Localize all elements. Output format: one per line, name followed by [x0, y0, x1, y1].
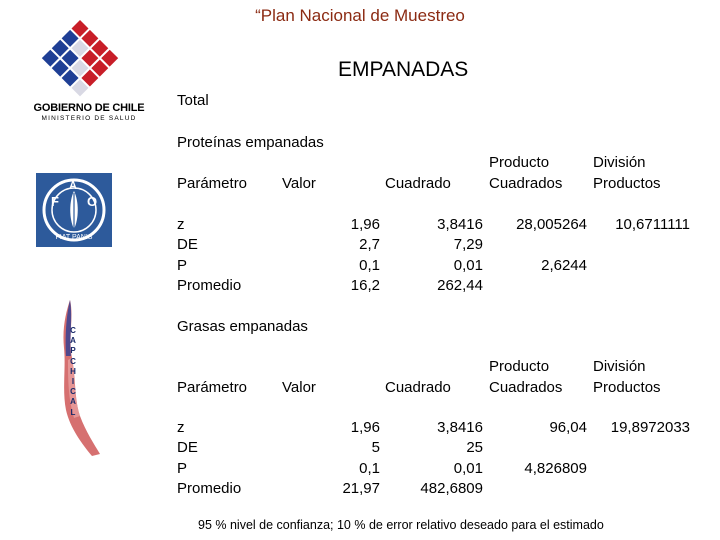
proteinas-header-producto-1: Producto	[489, 154, 550, 171]
chile-map-logo	[56, 298, 102, 458]
capchical-letter: I	[71, 377, 75, 387]
gobierno-name: GOBIERNO DE CHILE	[33, 102, 145, 114]
table-cell-cuadrado: 0,01	[453, 460, 483, 477]
grasas-header-division-1: División	[593, 358, 646, 375]
table-cell-cuadrado: 482,6809	[420, 480, 483, 497]
table-cell-param: z	[177, 216, 185, 233]
capchical-letter: A	[70, 336, 76, 346]
table-cell-param: Promedio	[177, 480, 242, 497]
table-cell-valor: 0,1	[359, 460, 380, 477]
fao-letter-a: A	[69, 180, 77, 192]
grasas-header-valor: Valor	[282, 379, 316, 396]
table-cell-producto: 28,005264	[516, 216, 587, 233]
grasas-header-producto-1: Producto	[489, 358, 550, 375]
table-cell-valor: 1,96	[350, 216, 380, 233]
table-cell-valor: 21,97	[342, 480, 380, 497]
table-cell-param: P	[177, 257, 188, 274]
capchical-vertical-label	[68, 326, 78, 418]
table-cell-valor: 2,7	[359, 236, 380, 253]
grasas-header-division-2: Productos	[593, 379, 661, 396]
table-cell-cuadrado: 25	[466, 439, 483, 456]
fao-logo	[36, 173, 112, 247]
proteinas-header-parametro: Parámetro	[177, 175, 248, 192]
table-cell-param: Promedio	[177, 277, 242, 294]
table-cell-valor: 5	[371, 439, 380, 456]
proteinas-header-division-1: División	[593, 154, 646, 171]
capchical-letter: C	[70, 387, 76, 397]
proteinas-header-division-2: Productos	[593, 175, 661, 192]
capchical-letter: P	[70, 346, 76, 356]
table-cell-cuadrado: 7,29	[453, 236, 483, 253]
table-cell-cuadrado: 3,8416	[437, 419, 483, 436]
proteinas-header-valor: Valor	[282, 175, 316, 192]
grasas-header-parametro: Parámetro	[177, 379, 248, 396]
capchical-letter: L	[70, 407, 76, 417]
table-cell-cuadrado: 262,44	[437, 277, 483, 294]
footer-note: 95 % nivel de confianza; 10 % de error relativo deseado para el estimado	[198, 518, 604, 532]
table-cell-producto: 2,6244	[541, 257, 587, 274]
table-cell-producto: 96,04	[549, 419, 587, 436]
grasas-header-cuadrado: Cuadrado	[385, 379, 451, 396]
fao-letter-f: F	[51, 194, 59, 209]
table-cell-param: DE	[177, 439, 198, 456]
capchical-letter: H	[70, 366, 76, 376]
table-cell-valor: 16,2	[350, 277, 380, 294]
capchical-letter: A	[70, 397, 76, 407]
proteinas-title: Proteínas empanadas	[177, 134, 324, 151]
table-cell-cuadrado: 3,8416	[437, 216, 483, 233]
grasas-header-producto-2: Cuadrados	[489, 379, 563, 396]
section-total: Total	[177, 92, 209, 109]
gobierno-ministry: MINISTERIO DE SALUD	[41, 115, 137, 122]
slide-header-title: “Plan Nacional de Muestreo	[255, 6, 465, 25]
capchical-letter: C	[70, 356, 76, 366]
table-cell-cuadrado: 0,01	[453, 257, 483, 274]
capchical-letter: C	[70, 326, 76, 335]
table-cell-param: DE	[177, 236, 198, 253]
grasas-title: Grasas empanadas	[177, 318, 308, 335]
table-cell-division: 10,6711111	[615, 216, 690, 233]
table-cell-param: P	[177, 460, 188, 477]
fao-letter-o: O	[87, 194, 98, 209]
slide-subtitle: EMPANADAS	[338, 58, 469, 81]
table-cell-valor: 0,1	[359, 257, 380, 274]
fao-motto: FIAT PANIS	[55, 234, 93, 241]
table-cell-division: 19,8972033	[610, 419, 690, 436]
table-cell-producto: 4,826809	[524, 460, 587, 477]
proteinas-header-cuadrado: Cuadrado	[385, 175, 451, 192]
table-cell-valor: 1,96	[350, 419, 380, 436]
table-cell-param: z	[177, 419, 185, 436]
proteinas-header-producto-2: Cuadrados	[489, 175, 563, 192]
